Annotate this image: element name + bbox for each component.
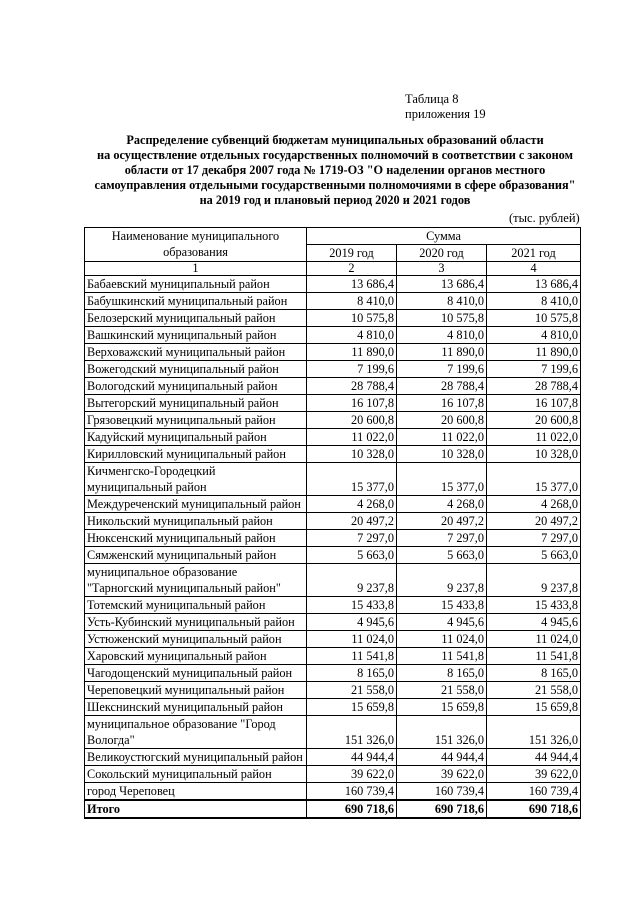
value-2020: 11 890,0 (397, 344, 487, 361)
appendix-number: приложения 19 (405, 107, 486, 121)
value-2021: 8 165,0 (487, 665, 581, 682)
value-2019: 7 199,6 (307, 361, 397, 378)
column-index: 1 (85, 262, 307, 276)
value-2020: 20 497,2 (397, 513, 487, 530)
name-cell: Никольский муниципальный район (85, 513, 307, 530)
name-cell: Великоустюгский муниципальный район (85, 749, 307, 766)
name-cell: Кадуйский муниципальный район (85, 429, 307, 446)
name-cell: Череповецкий муниципальный район (85, 682, 307, 699)
header-year-2019: 2019 год (307, 245, 397, 262)
name-cell: Сямженский муниципальный район (85, 547, 307, 564)
table-row (85, 749, 581, 766)
value-2019: 13 686,4 (307, 276, 397, 293)
title-line: области от 17 декабря 2007 года № 1719-ОЗ "О наделении органов местного (124, 163, 546, 177)
value-2019: 11 890,0 (307, 344, 397, 361)
name-cell: Шекснинский муниципальный район (85, 699, 307, 716)
name-cell: Устюженский муниципальный район (85, 631, 307, 648)
table-row (85, 412, 581, 429)
name-cell: Итого (85, 800, 307, 818)
name-cell: Вожегодский муниципальный район (85, 361, 307, 378)
value-2020: 15 377,0 (397, 463, 487, 496)
header-name: Наименование муниципального образования (85, 228, 307, 262)
value-2019: 39 622,0 (307, 766, 397, 783)
name-cell: Бабушкинский муниципальный район (85, 293, 307, 310)
value-2021: 7 199,6 (487, 361, 581, 378)
value-2020: 160 739,4 (397, 783, 487, 801)
value-2019: 5 663,0 (307, 547, 397, 564)
title-line: самоуправления отдельными государственными полномочиями в сфере образования" (94, 178, 576, 192)
name-cell: Междуреченский муниципальный район (85, 496, 307, 513)
value-2021: 13 686,4 (487, 276, 581, 293)
value-2021: 15 377,0 (487, 463, 581, 496)
value-2021: 11 890,0 (487, 344, 581, 361)
title-line: на осуществление отдельных государственных полномочий в соответствии с законом (97, 148, 573, 162)
column-index: 4 (487, 262, 581, 276)
title-line: Распределение субвенций бюджетам муниципальных образований области (126, 133, 544, 147)
value-2020: 4 810,0 (397, 327, 487, 344)
value-2020: 4 268,0 (397, 496, 487, 513)
value-2019: 151 326,0 (307, 716, 397, 749)
name-cell: город Череповец (85, 783, 307, 801)
value-2020: 4 945,6 (397, 614, 487, 631)
table-row (85, 699, 581, 716)
value-2020: 11 022,0 (397, 429, 487, 446)
name-cell: Белозерский муниципальный район (85, 310, 307, 327)
header-year-2020: 2020 год (397, 245, 487, 262)
table-row (85, 310, 581, 327)
value-2021: 11 024,0 (487, 631, 581, 648)
table-caption (405, 92, 486, 122)
name-cell: Верховажский муниципальный район (85, 344, 307, 361)
name-cell: Вологодский муниципальный район (85, 378, 307, 395)
title-line: на 2019 год и плановый период 2020 и 2021 годов (199, 193, 471, 207)
table-row (85, 513, 581, 530)
header-year-2021: 2021 год (487, 245, 581, 262)
value-2019: 11 024,0 (307, 631, 397, 648)
value-2019: 20 497,2 (307, 513, 397, 530)
value-2019: 21 558,0 (307, 682, 397, 699)
value-2020: 16 107,8 (397, 395, 487, 412)
table-row (85, 378, 581, 395)
value-2019: 10 328,0 (307, 446, 397, 463)
value-2021: 16 107,8 (487, 395, 581, 412)
table-row (85, 446, 581, 463)
value-2021: 28 788,4 (487, 378, 581, 395)
value-2020: 7 297,0 (397, 530, 487, 547)
value-2021: 11 541,8 (487, 648, 581, 665)
value-2019: 15 433,8 (307, 597, 397, 614)
value-2021: 7 297,0 (487, 530, 581, 547)
value-2020: 15 433,8 (397, 597, 487, 614)
value-2019: 690 718,6 (307, 800, 397, 818)
value-2021: 5 663,0 (487, 547, 581, 564)
name-cell: муниципальное образование "Город Вологда" (85, 716, 307, 749)
value-2019: 28 788,4 (307, 378, 397, 395)
table-row (85, 293, 581, 310)
table-row (85, 682, 581, 699)
value-2019: 15 377,0 (307, 463, 397, 496)
table-body (85, 276, 581, 819)
value-2019: 20 600,8 (307, 412, 397, 429)
value-2021: 20 497,2 (487, 513, 581, 530)
name-cell: Кирилловский муниципальный район (85, 446, 307, 463)
total-row (85, 800, 581, 818)
subvention-table (84, 227, 581, 819)
value-2019: 11 541,8 (307, 648, 397, 665)
value-2020: 39 622,0 (397, 766, 487, 783)
header-sum: Сумма (307, 228, 581, 245)
name-cell: Грязовецкий муниципальный район (85, 412, 307, 429)
value-2019: 4 810,0 (307, 327, 397, 344)
table-row (85, 614, 581, 631)
value-2021: 11 022,0 (487, 429, 581, 446)
table-row (85, 631, 581, 648)
name-cell: Кичменгско-Городецкий муниципальный район (85, 463, 307, 496)
name-cell: Чагодощенский муниципальный район (85, 665, 307, 682)
name-cell: Бабаевский муниципальный район (85, 276, 307, 293)
table-row (85, 276, 581, 293)
name-cell: Тотемский муниципальный район (85, 597, 307, 614)
table-row (85, 327, 581, 344)
name-cell: Вытегорский муниципальный район (85, 395, 307, 412)
name-cell: Нюксенский муниципальный район (85, 530, 307, 547)
name-cell: Сокольский муниципальный район (85, 766, 307, 783)
value-2019: 9 237,8 (307, 564, 397, 597)
value-2021: 4 945,6 (487, 614, 581, 631)
value-2021: 20 600,8 (487, 412, 581, 429)
name-cell: Усть-Кубинский муниципальный район (85, 614, 307, 631)
value-2021: 21 558,0 (487, 682, 581, 699)
value-2021: 9 237,8 (487, 564, 581, 597)
table-row (85, 716, 581, 749)
name-cell: муниципальное образование "Тарногский муниципальный район" (85, 564, 307, 597)
value-2020: 11 541,8 (397, 648, 487, 665)
value-2021: 10 575,8 (487, 310, 581, 327)
value-2020: 8 165,0 (397, 665, 487, 682)
table-number: Таблица 8 (405, 92, 459, 106)
table-row (85, 361, 581, 378)
table-row (85, 783, 581, 801)
value-2020: 13 686,4 (397, 276, 487, 293)
value-2020: 11 024,0 (397, 631, 487, 648)
value-2020: 10 328,0 (397, 446, 487, 463)
value-2020: 28 788,4 (397, 378, 487, 395)
table-row (85, 766, 581, 783)
value-2021: 8 410,0 (487, 293, 581, 310)
table-row (85, 463, 581, 496)
table-row (85, 665, 581, 682)
value-2020: 690 718,6 (397, 800, 487, 818)
name-cell: Харовский муниципальный район (85, 648, 307, 665)
value-2019: 4 945,6 (307, 614, 397, 631)
value-2021: 15 659,8 (487, 699, 581, 716)
value-2020: 20 600,8 (397, 412, 487, 429)
value-2020: 151 326,0 (397, 716, 487, 749)
value-2019: 15 659,8 (307, 699, 397, 716)
value-2020: 10 575,8 (397, 310, 487, 327)
column-index: 3 (397, 262, 487, 276)
table-row (85, 648, 581, 665)
value-2020: 8 410,0 (397, 293, 487, 310)
value-2019: 16 107,8 (307, 395, 397, 412)
table-row (85, 395, 581, 412)
value-2021: 4 268,0 (487, 496, 581, 513)
value-2021: 15 433,8 (487, 597, 581, 614)
value-2020: 15 659,8 (397, 699, 487, 716)
value-2021: 160 739,4 (487, 783, 581, 801)
value-2019: 44 944,4 (307, 749, 397, 766)
value-2020: 21 558,0 (397, 682, 487, 699)
value-2020: 5 663,0 (397, 547, 487, 564)
document-title (80, 133, 590, 208)
value-2019: 8 410,0 (307, 293, 397, 310)
value-2019: 11 022,0 (307, 429, 397, 446)
value-2019: 4 268,0 (307, 496, 397, 513)
value-2021: 690 718,6 (487, 800, 581, 818)
table-row (85, 496, 581, 513)
table-row (85, 344, 581, 361)
column-index: 2 (307, 262, 397, 276)
table-row (85, 564, 581, 597)
name-cell: Вашкинский муниципальный район (85, 327, 307, 344)
value-2021: 44 944,4 (487, 749, 581, 766)
value-2020: 44 944,4 (397, 749, 487, 766)
value-2021: 151 326,0 (487, 716, 581, 749)
table-row (85, 429, 581, 446)
value-2021: 4 810,0 (487, 327, 581, 344)
value-2021: 39 622,0 (487, 766, 581, 783)
value-2019: 10 575,8 (307, 310, 397, 327)
value-2019: 160 739,4 (307, 783, 397, 801)
value-2019: 7 297,0 (307, 530, 397, 547)
value-2020: 9 237,8 (397, 564, 487, 597)
units-label: (тыс. рублей) (509, 211, 580, 225)
value-2021: 10 328,0 (487, 446, 581, 463)
value-2019: 8 165,0 (307, 665, 397, 682)
value-2020: 7 199,6 (397, 361, 487, 378)
table-row (85, 547, 581, 564)
table-row (85, 597, 581, 614)
table-row (85, 530, 581, 547)
